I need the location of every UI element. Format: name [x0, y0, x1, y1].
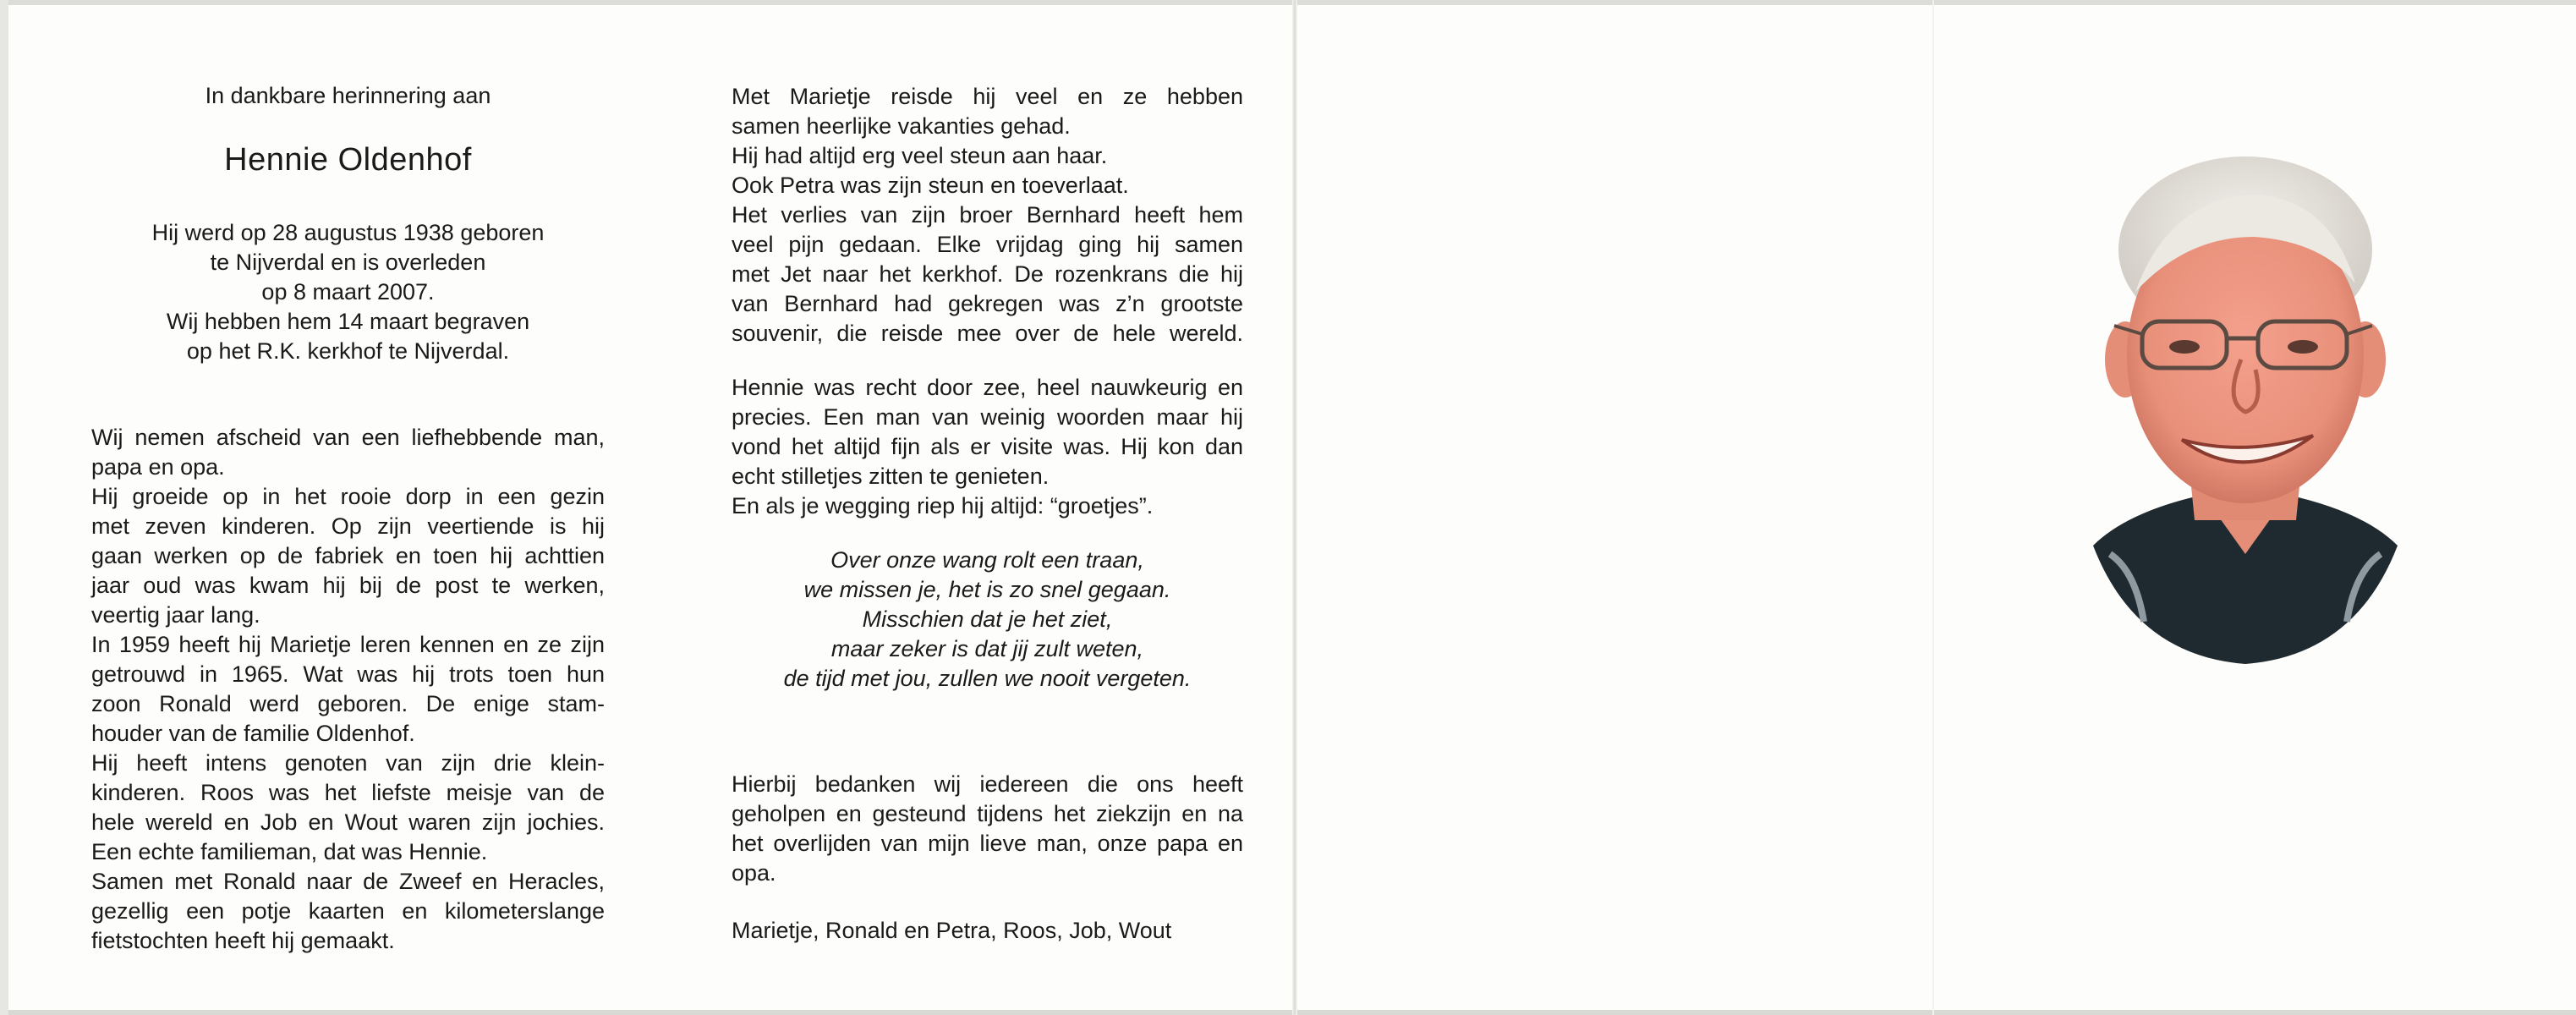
card-faint-crease [1932, 0, 1934, 1015]
story-line: gezellig een potje kaarten en kilometerslange [91, 898, 605, 924]
portrait-photo [2076, 148, 2414, 668]
story-line: Ook Petra was zijn steun en toeverlaat. [732, 173, 1129, 198]
thanks-line: geholpen en gesteund tijdens het ziekzijn en na [732, 801, 1243, 826]
card-fold [1292, 0, 1297, 1015]
story-line: fietstochten heeft hij gemaakt. [91, 928, 395, 953]
story-line: Hennie was recht door zee, heel nauwkeurig en [732, 375, 1243, 400]
story-line: papa en opa. [91, 454, 225, 480]
story-line: veel pijn gedaan. Elke vrijdag ging hij samen [732, 232, 1243, 257]
story-line: Hij heeft intens genoten van zijn drie klein- [91, 750, 605, 776]
fact-line: te Nijverdal en is overleden [210, 250, 486, 275]
intro-text: In dankbare herinnering aan [205, 83, 491, 108]
story-line: Hij groeide op in het rooie dorp in een gezin [91, 484, 605, 509]
story-line: van Bernhard had gekregen was z’n grootste [732, 291, 1243, 316]
story-line: En als je wegging riep hij altijd: “groetjes”. [732, 493, 1154, 518]
story-line: kinderen. Roos was het liefste meisje van de [91, 780, 605, 805]
card-bottom-edge [0, 1010, 2576, 1015]
thanks-line: Hierbij bedanken wij iedereen die ons heeft [732, 771, 1243, 797]
story-line: getrouwd in 1965. Wat was hij trots toen hun [91, 661, 605, 687]
poem-line: we missen je, het is zo snel gegaan. [803, 577, 1171, 602]
poem [732, 546, 1243, 694]
story-line: precies. Een man van weinig woorden maar hij [732, 404, 1243, 430]
story-line: In 1959 heeft hij Marietje leren kennen en ze zijn [91, 632, 605, 657]
thanks-line: opa. [732, 860, 776, 886]
fact-line: Wij hebben hem 14 maart begraven [166, 309, 530, 334]
card-top-edge [0, 0, 2576, 5]
life-story-left [91, 423, 605, 956]
story-line: jaar oud was kwam hij bij de post te werken, [91, 573, 605, 598]
family-signoff: Marietje, Ronald en Petra, Roos, Job, Wout [732, 918, 1172, 943]
story-line: Een echte familieman, dat was Hennie. [91, 839, 488, 864]
deceased-name: Hennie Oldenhof [224, 142, 472, 178]
life-facts [91, 218, 605, 366]
fact-line: op 8 maart 2007. [261, 279, 435, 304]
story-line: Hij had altijd erg veel steun aan haar. [732, 143, 1108, 168]
story-line: hele wereld en Job en Wout waren zijn jochies. [91, 809, 605, 835]
story-line: Wij nemen afscheid van een liefhebbende man, [91, 425, 605, 450]
story-line: zoon Ronald werd geboren. De enige stam- [91, 691, 605, 716]
story-line: houder van de familie Oldenhof. [91, 721, 415, 746]
poem-line: Misschien dat je het ziet, [862, 606, 1113, 632]
story-line: veertig jaar lang. [91, 602, 260, 628]
life-story-middle [732, 82, 1243, 348]
poem-line: Over onze wang rolt een traan, [830, 547, 1144, 573]
story-line: Met Marietje reisde hij veel en ze hebben [732, 84, 1243, 109]
thanks-paragraph [732, 770, 1243, 888]
story-line: echt stilletjes zitten te genieten. [732, 464, 1050, 489]
story-line: met zeven kinderen. Op zijn veertiende is hij [91, 513, 605, 539]
story-line: met Jet naar het kerkhof. De rozenkrans die hij [732, 261, 1243, 287]
story-line: Samen met Ronald naar de Zweef en Heracles, [91, 869, 605, 894]
thanks-line: het overlijden van mijn lieve man, onze papa en [732, 831, 1243, 856]
story-line: Het verlies van zijn broer Bernhard heeft hem [732, 202, 1243, 228]
story-line: gaan werken op de fabriek en toen hij achttien [91, 543, 605, 568]
card-left-edge [0, 0, 8, 1015]
story-line: vond het altijd fijn als er visite was. Hij kon dan [732, 434, 1243, 459]
character-paragraph [732, 373, 1243, 521]
fact-line: op het R.K. kerkhof te Nijverdal. [186, 338, 510, 364]
poem-line: de tijd met jou, zullen we nooit vergeten. [783, 666, 1192, 691]
story-line: souvenir, die reisde mee over de hele wereld. [732, 321, 1243, 346]
poem-line: maar zeker is dat jij zult weten, [830, 636, 1144, 661]
fact-line: Hij werd op 28 augustus 1938 geboren [151, 220, 545, 245]
portrait-illustration [2076, 148, 2414, 668]
story-line: samen heerlijke vakanties gehad. [732, 113, 1071, 139]
